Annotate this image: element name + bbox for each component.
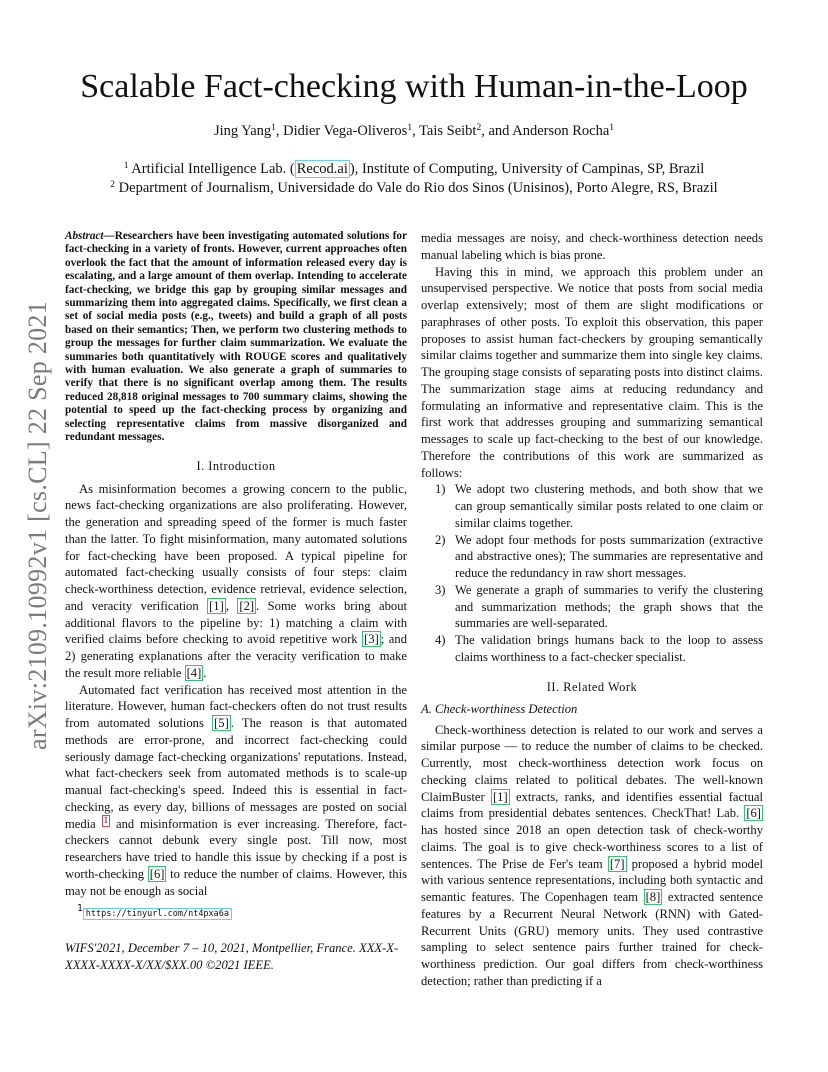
footnote-marker[interactable]: 1 [103, 815, 109, 826]
list-item: 1) We adopt two clustering methods, and both show that we can group semantically similar posts related to one claim or similar claims together. [435, 482, 763, 530]
citation-link[interactable]: [3] [364, 632, 379, 647]
list-item: 2) We adopt four methods for posts summarization (extractive and abstractive ones); The summaries are representative and reduce the redundancy in raw short messages. [435, 532, 763, 580]
intro-paragraph-3: media messages are noisy, and check-worthiness detection needs manual labeling which is bias prone. [421, 231, 763, 262]
affiliation-1: $^1$ Artificial Intelligence Lab. ( Recod.ai ), Institute of Computing, University of Campinas, SP, Brazil [123, 161, 705, 177]
affiliations [60, 160, 768, 198]
citation-link[interactable]: [6] [746, 806, 761, 821]
intro-paragraph-4: Having this in mind, we approach this problem under an unsupervised perspective. We notice that posts from social media overlap extensively; most of them are slight modifications or paraphrases of other posts. To exploit this observation, this paper proposes to assist human fact-checkers by grouping semantically similar claims together and summarize them into single key claims. The grouping stage consists of separating posts into distinct claims. The summarization stage aims at reducing redundancy and formulating an informative and representative claim. This is the first work that addresses grouping and summarizing semantical messages to scale up fact-checking to the best of our knowledge. Therefore the contributions of this work are summarized as follows: [421, 264, 763, 480]
paper-title: Scalable Fact-checking with Human-in-the-Loop [80, 68, 748, 105]
list-item: 3) We generate a graph of summaries to verify the clustering and summarization methods; the graph shows that the summaries are well-separated. [435, 582, 763, 631]
list-item: 4) The validation brings humans back to the loop to assess claims worthiness to a fact-checker specialist. [435, 633, 763, 664]
author: Jing Yang$^1$, [213, 123, 284, 139]
subsection-heading-check-worthiness: A. Check-worthiness Detection [421, 701, 578, 716]
intro-paragraph-2: Automated fact verification has received most attention in the literature. However, human fact-checkers often do not trust results from automated solutions [5] . The reason is that automated methods are error-prone, and incorrect fact-checking could seriously damage fact-checking organizations' reputations. Instead, what fact-checkers seek from automated methods is to scale-up manual fact-checking's speed. Indeed this is essential in fact-checking, as every day, billions of messages are posted on social media $^1$ and misinformation is ever increasing. Therefore, fact-checkers cannot debunk every single post. Till now, most researchers have tried to handle this issue by checking if a post is worth-checking [6] to reduce the number of claims. However, this may not be enough as social [65, 682, 407, 898]
related-paragraph-1: Check-worthiness detection is related to our work and serves a similar purpose — to reduce the number of claims to be checked. Currently, most check-worthiness detection work focus on checking claims related to political debates. The well-known ClaimBuster [1] extracts, ranks, and identifies essential factual claims from presidential debates sentences. CheckThat! Lab. [6] has hosted since 2018 an open detection task of check-worthy claims. The goal is to give check-worthiness scores to a list of sentences. The Prise de Fer's team [7] proposed a hybrid model with various sentence representations, including both syntactic and semantic features. The Copenhagen team [8] extracted sentence features by a Recurrent Neural Network (RNN) with Gated-Recurrent Units (GRU) memory units. They used contrastive sampling to select sentence pairs further trained for check-worthiness prediction. Our goal differs from check-worthiness detection; rather than predicting if a [421, 722, 764, 988]
section-heading-related-work: II. Related Work [546, 679, 638, 694]
arxiv-stamp: arXiv:2109.10992v1 [cs.CL] 22 Sep 2021 [23, 300, 52, 750]
citation-link[interactable]: [1] [209, 598, 224, 613]
citation-link[interactable]: [1] [492, 789, 508, 804]
author-list [60, 121, 768, 141]
abstract: Abstract—Researchers have been investigating automated solutions for fact-checking in a variety of fronts. However, current approaches often overlook the fact that the amount of information released every day is escalating, and a large amount of them overlap. Intending to accelerate fact-checking, we bridge this gap by grouping similar messages and summarizing them into aggregated claims. Specifically, we first clean a set of social media posts (e.g., tweets) and build a graph of all posts based on their semantics; Then, we perform two clustering methods to group the messages for further claim summarization. We evaluate the summaries both quantitatively with ROUGE scores and qualitatively with human evaluation. We also generate a graph of summaries to verify that there is no significant overlap among them. The results reduced 28,818 original messages to 700 summary claims, showing the potential to speed up the fact-checking process by organizing and selecting representative claims from massive disorganized and redundant messages. [65, 230, 407, 444]
citation-link[interactable]: [4] [186, 665, 202, 680]
footnote: $^1$ https://tinyurl.com/nt4pxa6a [77, 909, 232, 919]
citation-link[interactable]: [5] [214, 716, 229, 730]
conference-note: WIFS'2021, December 7 – 10, 2021, Montpellier, France. XXX-X-XXXX-XXXX-X/XX/$XX.00 ©2021 IEEE. [65, 941, 399, 972]
author: Didier Vega-Oliveros$^1$, [283, 123, 420, 139]
citation-link[interactable]: [2] [239, 598, 255, 613]
citation-link[interactable]: [7] [609, 856, 625, 871]
section-heading-introduction: I. Introduction [196, 458, 276, 473]
intro-paragraph-1: As misinformation becomes a growing concern to the public, news fact-checking organizations are also proliferating. However, the generation and spreading speed of the former is much faster than the latter. To fight misinformation, many automated solutions for fact-checking have been proposed. A typical pipeline for automated fact-checking usually consists of four steps: claim check-worthiness detection, evidence retrieval, evidence selection, and veracity verification [1] , [2] . Some works bring about additional flavors to the pipeline by: 1) matching a claim with verified claims before checking to avoid repetitive work [3] ; and 2) generating explanations after the veracity verification to make the result more reliable [4] . [65, 481, 407, 680]
author: Anderson Rocha$^1$ [512, 123, 615, 139]
recod-link[interactable]: Recod.ai [296, 161, 348, 177]
citation-link[interactable]: [6] [149, 866, 165, 881]
right-column [421, 230, 763, 990]
footnote-url[interactable]: https://tinyurl.com/nt4pxa6a [83, 908, 232, 920]
author: Tais Seibt$^2$, and [419, 123, 513, 139]
contributions-list [421, 481, 763, 665]
affiliation-2: $^2$ Department of Journalism, Universidade do Vale do Rio dos Sinos (Unisinos), Porto Alegre, RS, Brazil [110, 180, 718, 196]
left-column [65, 230, 407, 899]
citation-link[interactable]: [8] [645, 890, 661, 904]
